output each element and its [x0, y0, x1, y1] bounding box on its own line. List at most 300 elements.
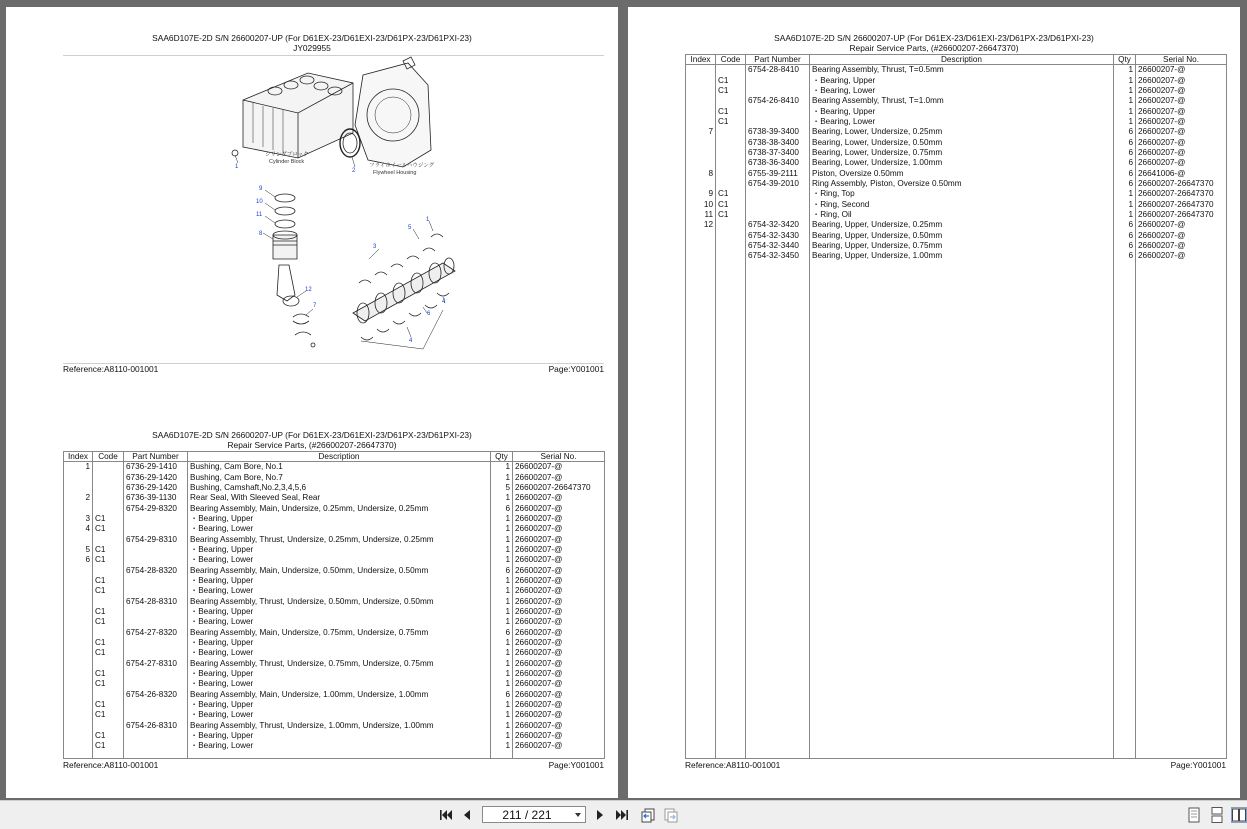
row-description: ・Ring, Top [810, 189, 1114, 199]
row-part-number [124, 679, 188, 689]
row-code [93, 597, 124, 607]
table-row [64, 669, 605, 679]
row-description: ・Bearing, Upper [188, 576, 491, 586]
row-part-number [746, 200, 810, 210]
row-code: C1 [716, 107, 746, 117]
row-description: Bearing, Lower, Undersize, 0.25mm [810, 127, 1114, 137]
page-label: Page:Y001001 [548, 364, 604, 374]
row-index: 4 [64, 524, 93, 534]
flywheel-housing-en-label: Flywheel Housing [373, 170, 417, 176]
col-serial: Serial No. [513, 452, 605, 462]
row-index [686, 117, 716, 127]
table-row [64, 617, 605, 627]
row-code [93, 566, 124, 576]
row-serial: 26600207-@ [1136, 107, 1227, 117]
row-description: Bearing, Upper, Undersize, 0.50mm [810, 231, 1114, 241]
table-row [64, 524, 605, 534]
table-row [64, 731, 605, 741]
col-part-number: Part Number [746, 55, 810, 65]
back-view-icon[interactable] [640, 807, 656, 823]
row-qty: 1 [491, 514, 513, 524]
col-index: Index [64, 452, 93, 462]
empty-cell [124, 752, 188, 759]
row-index: 1 [64, 462, 93, 473]
row-part-number: 6754-28-8310 [124, 597, 188, 607]
row-description: ・Bearing, Lower [810, 86, 1114, 96]
row-serial: 26600207-@ [513, 638, 605, 648]
row-index [64, 731, 93, 741]
row-part-number [124, 731, 188, 741]
row-serial: 26600207-@ [513, 493, 605, 503]
row-code [716, 138, 746, 148]
row-index [64, 566, 93, 576]
row-description: Bearing Assembly, Main, Undersize, 1.00mm, Undersize, 1.00mm [188, 690, 491, 700]
row-code: C1 [716, 117, 746, 127]
row-index [64, 473, 93, 483]
row-qty: 6 [491, 628, 513, 638]
row-index: 5 [64, 545, 93, 555]
table-row [64, 483, 605, 493]
row-serial: 26600207-@ [513, 555, 605, 565]
empty-cell [1114, 262, 1136, 759]
row-qty: 1 [1114, 200, 1136, 210]
facing-view-icon[interactable] [1231, 807, 1247, 823]
row-code [716, 96, 746, 106]
row-code: C1 [93, 617, 124, 627]
row-code [93, 690, 124, 700]
flywheel-housing-jp-label: フライホイールハウジング [369, 163, 435, 169]
empty-cell [1136, 262, 1227, 759]
table-row [686, 189, 1227, 199]
row-description: ・Bearing, Upper [810, 107, 1114, 117]
row-description: ・Bearing, Upper [188, 669, 491, 679]
row-part-number [124, 555, 188, 565]
row-qty: 1 [1114, 189, 1136, 199]
callout-1-crank: 1 [426, 217, 430, 223]
row-qty: 1 [491, 721, 513, 731]
left-document-page [6, 7, 618, 798]
row-qty: 1 [491, 669, 513, 679]
parts-table [63, 451, 605, 759]
col-index: Index [686, 55, 716, 65]
table-row [64, 493, 605, 503]
row-qty: 6 [1114, 148, 1136, 158]
row-code [93, 659, 124, 669]
row-code: C1 [93, 555, 124, 565]
table-row [686, 127, 1227, 137]
row-description: Bearing Assembly, Main, Undersize, 0.50mm, Undersize, 0.50mm [188, 566, 491, 576]
row-serial: 26600207-@ [513, 669, 605, 679]
row-code [716, 231, 746, 241]
callout-6: 6 [427, 311, 431, 317]
row-index: 6 [64, 555, 93, 565]
row-index [64, 483, 93, 493]
row-index [686, 76, 716, 86]
row-part-number [124, 586, 188, 596]
row-code [716, 148, 746, 158]
row-part-number: 6754-32-3430 [746, 231, 810, 241]
exploded-parts-illustration [63, 55, 603, 365]
reference-label: Reference:A8110-001001 [63, 760, 159, 770]
row-qty: 1 [491, 535, 513, 545]
row-part-number [124, 617, 188, 627]
row-serial: 26600207-26647370 [1136, 189, 1227, 199]
row-qty: 6 [1114, 179, 1136, 189]
callout-2: 2 [352, 168, 356, 174]
row-part-number [124, 576, 188, 586]
single-page-view-icon[interactable] [1186, 807, 1202, 823]
table-row [686, 148, 1227, 158]
table-row [64, 462, 605, 473]
row-serial: 26641006-@ [1136, 169, 1227, 179]
row-serial: 26600207-@ [1136, 220, 1227, 230]
row-index [686, 251, 716, 261]
row-serial: 26600207-@ [1136, 127, 1227, 137]
row-code: C1 [716, 76, 746, 86]
row-part-number: 6754-27-8320 [124, 628, 188, 638]
first-page-icon[interactable] [438, 807, 454, 823]
row-code [716, 179, 746, 189]
callout-4-lower: 4 [409, 338, 413, 344]
parts-sheet-title: SAA6D107E-2D S/N 26600207-UP (For D61EX-23/D61EXI-23/D61PX-23/D61PXI-23) [152, 430, 472, 440]
row-qty: 1 [491, 741, 513, 751]
row-qty: 1 [1114, 107, 1136, 117]
row-description: Bearing, Upper, Undersize, 0.75mm [810, 241, 1114, 251]
row-qty: 6 [1114, 220, 1136, 230]
row-part-number: 6738-37-3400 [746, 148, 810, 158]
row-serial: 26600207-@ [513, 700, 605, 710]
row-part-number [124, 700, 188, 710]
row-index [686, 107, 716, 117]
row-qty: 1 [491, 648, 513, 658]
row-index [64, 659, 93, 669]
col-description: Description [810, 55, 1114, 65]
row-part-number: 6754-26-8310 [124, 721, 188, 731]
page-label: Page:Y001001 [1170, 760, 1226, 770]
row-part-number: 6736-39-1130 [124, 493, 188, 503]
table-row [686, 210, 1227, 220]
table-header-row [686, 55, 1227, 65]
table-row [686, 65, 1227, 76]
row-qty: 1 [1114, 86, 1136, 96]
row-description: Bearing, Lower, Undersize, 0.75mm [810, 148, 1114, 158]
row-serial: 26600207-@ [513, 535, 605, 545]
row-description: Bearing Assembly, Main, Undersize, 0.25mm, Undersize, 0.25mm [188, 504, 491, 514]
row-index: 10 [686, 200, 716, 210]
table-row [64, 648, 605, 658]
reference-label: Reference:A8110-001001 [685, 760, 781, 770]
row-part-number: 6754-39-2010 [746, 179, 810, 189]
row-description: ・Bearing, Upper [188, 607, 491, 617]
row-serial: 26600207-@ [513, 514, 605, 524]
empty-cell [716, 262, 746, 759]
row-qty: 1 [491, 555, 513, 565]
row-description: ・Bearing, Upper [188, 638, 491, 648]
col-qty: Qty [1114, 55, 1136, 65]
row-code [93, 535, 124, 545]
row-part-number: 6754-29-8320 [124, 504, 188, 514]
row-description: Bearing, Lower, Undersize, 0.50mm [810, 138, 1114, 148]
row-code [716, 65, 746, 76]
row-code: C1 [716, 86, 746, 96]
row-qty: 1 [491, 679, 513, 689]
row-description: ・Bearing, Lower [188, 586, 491, 596]
row-description: ・Bearing, Upper [188, 731, 491, 741]
table-row [64, 555, 605, 565]
row-part-number [124, 710, 188, 720]
last-page-icon[interactable] [614, 807, 630, 823]
row-code: C1 [93, 586, 124, 596]
row-qty: 1 [1114, 76, 1136, 86]
row-description: Bearing, Upper, Undersize, 0.25mm [810, 220, 1114, 230]
row-code [93, 473, 124, 483]
row-qty: 1 [491, 607, 513, 617]
page-label: Page:Y001001 [548, 760, 604, 770]
row-code: C1 [93, 700, 124, 710]
row-serial: 26600207-@ [1136, 241, 1227, 251]
col-description: Description [188, 452, 491, 462]
row-description: Rear Seal, With Sleeved Seal, Rear [188, 493, 491, 503]
chevron-down-icon [575, 813, 581, 817]
row-index [64, 710, 93, 720]
table-row [686, 231, 1227, 241]
row-part-number: 6754-28-8410 [746, 65, 810, 76]
row-description: Bushing, Cam Bore, No.1 [188, 462, 491, 473]
cylinder-block-en-label: Cylinder Block [269, 159, 305, 165]
table-row [686, 179, 1227, 189]
empty-cell [686, 262, 716, 759]
row-qty: 6 [1114, 169, 1136, 179]
table-row [64, 628, 605, 638]
row-code: C1 [93, 669, 124, 679]
row-code: C1 [93, 638, 124, 648]
prev-page-icon[interactable] [459, 807, 475, 823]
illustration-sheet-subtitle: JY029955 [293, 43, 331, 53]
row-description: Ring Assembly, Piston, Oversize 0.50mm [810, 179, 1114, 189]
row-index [686, 231, 716, 241]
row-part-number [124, 638, 188, 648]
row-index [64, 638, 93, 648]
continuous-view-icon[interactable] [1209, 807, 1225, 823]
row-serial: 26600207-26647370 [513, 483, 605, 493]
page-indicator: 211 / 221 [502, 808, 552, 822]
row-index [686, 179, 716, 189]
row-part-number: 6754-29-8310 [124, 535, 188, 545]
row-part-number [746, 210, 810, 220]
row-serial: 26600207-@ [513, 721, 605, 731]
table-row [64, 710, 605, 720]
next-page-icon[interactable] [592, 807, 608, 823]
row-index [686, 158, 716, 168]
row-code [93, 504, 124, 514]
row-qty: 1 [491, 659, 513, 669]
row-part-number [124, 741, 188, 751]
table-row [64, 597, 605, 607]
row-index [64, 607, 93, 617]
row-index [64, 628, 93, 638]
row-serial: 26600207-@ [513, 462, 605, 473]
row-description: Bearing Assembly, Thrust, Undersize, 0.25mm, Undersize, 0.25mm [188, 535, 491, 545]
empty-cell [93, 752, 124, 759]
callout-4: 4 [442, 299, 446, 305]
row-serial: 26600207-@ [513, 576, 605, 586]
row-code [716, 241, 746, 251]
row-serial: 26600207-@ [1136, 138, 1227, 148]
row-serial: 26600207-@ [1136, 96, 1227, 106]
row-serial: 26600207-@ [513, 524, 605, 534]
table-row [64, 679, 605, 689]
row-qty: 1 [491, 493, 513, 503]
row-index: 3 [64, 514, 93, 524]
row-index [64, 576, 93, 586]
row-serial: 26600207-@ [1136, 158, 1227, 168]
row-description: ・Bearing, Lower [810, 117, 1114, 127]
forward-view-icon[interactable] [663, 807, 679, 823]
empty-cell [491, 752, 513, 759]
table-row [64, 566, 605, 576]
row-serial: 26600207-@ [1136, 117, 1227, 127]
row-part-number [124, 648, 188, 658]
row-serial: 26600207-@ [1136, 65, 1227, 76]
callout-7: 7 [313, 303, 317, 309]
table-row [64, 535, 605, 545]
table-row [686, 169, 1227, 179]
table-row [64, 741, 605, 751]
row-description: ・Bearing, Lower [188, 679, 491, 689]
row-index [64, 741, 93, 751]
table-row [686, 158, 1227, 168]
row-code: C1 [93, 524, 124, 534]
row-part-number: 6754-32-3420 [746, 220, 810, 230]
row-serial: 26600207-26647370 [1136, 210, 1227, 220]
row-description: ・Bearing, Upper [188, 545, 491, 555]
row-qty: 6 [1114, 251, 1136, 261]
reference-label: Reference:A8110-001001 [63, 364, 159, 374]
row-description: ・Bearing, Lower [188, 741, 491, 751]
parts-sheet-subtitle: Repair Service Parts, (#26600207-26647370) [849, 43, 1019, 53]
row-index [64, 700, 93, 710]
row-qty: 1 [1114, 210, 1136, 220]
row-serial: 26600207-@ [1136, 231, 1227, 241]
row-description: Bearing Assembly, Thrust, T=1.0mm [810, 96, 1114, 106]
row-qty: 6 [1114, 241, 1136, 251]
row-qty: 1 [491, 524, 513, 534]
col-qty: Qty [491, 452, 513, 462]
row-description: ・Bearing, Lower [188, 710, 491, 720]
row-code: C1 [716, 210, 746, 220]
illustration-sheet-title: SAA6D107E-2D S/N 26600207-UP (For D61EX-23/D61EXI-23/D61PX-23/D61PXI-23) [152, 33, 472, 43]
row-part-number: 6754-28-8320 [124, 566, 188, 576]
row-index [686, 65, 716, 76]
row-index [64, 679, 93, 689]
row-qty: 1 [1114, 65, 1136, 76]
col-code: Code [93, 452, 124, 462]
table-row [686, 107, 1227, 117]
row-qty: 1 [491, 731, 513, 741]
table-row [64, 473, 605, 483]
row-serial: 26600207-@ [513, 679, 605, 689]
row-index [686, 148, 716, 158]
row-index: 12 [686, 220, 716, 230]
row-index [686, 86, 716, 96]
table-row [686, 200, 1227, 210]
row-code [93, 483, 124, 493]
row-part-number [746, 86, 810, 96]
row-index: 2 [64, 493, 93, 503]
callout-9: 9 [259, 186, 263, 192]
row-code: C1 [716, 189, 746, 199]
row-description: ・Ring, Second [810, 200, 1114, 210]
row-code: C1 [93, 514, 124, 524]
empty-cell [188, 752, 491, 759]
row-index [64, 648, 93, 658]
page-number-select[interactable] [482, 806, 586, 823]
row-description: Bushing, Cam Bore, No.7 [188, 473, 491, 483]
row-serial: 26600207-@ [513, 473, 605, 483]
row-serial: 26600207-@ [513, 566, 605, 576]
row-serial: 26600207-@ [513, 741, 605, 751]
callout-8: 8 [259, 231, 263, 237]
row-qty: 1 [491, 710, 513, 720]
row-code: C1 [93, 741, 124, 751]
table-filler-row [64, 752, 605, 759]
empty-cell [513, 752, 605, 759]
table-row [686, 138, 1227, 148]
row-description: ・Bearing, Lower [188, 524, 491, 534]
table-row [686, 251, 1227, 261]
row-serial: 26600207-@ [513, 545, 605, 555]
empty-cell [810, 262, 1114, 759]
row-description: Piston, Oversize 0.50mm [810, 169, 1114, 179]
row-qty: 1 [491, 597, 513, 607]
row-description: Bearing Assembly, Thrust, Undersize, 1.00mm, Undersize, 1.00mm [188, 721, 491, 731]
row-serial: 26600207-@ [513, 597, 605, 607]
row-part-number [124, 669, 188, 679]
row-index [686, 96, 716, 106]
row-part-number: 6738-38-3400 [746, 138, 810, 148]
row-index: 9 [686, 189, 716, 199]
row-index [686, 241, 716, 251]
table-row [686, 220, 1227, 230]
table-row [686, 86, 1227, 96]
row-code: C1 [716, 200, 746, 210]
parts-sheet-subtitle: Repair Service Parts, (#26600207-26647370) [227, 440, 397, 450]
row-qty: 6 [1114, 138, 1136, 148]
row-description: Bearing Assembly, Thrust, Undersize, 0.50mm, Undersize, 0.50mm [188, 597, 491, 607]
row-description: Bushing, Camshaft,No.2,3,4,5,6 [188, 483, 491, 493]
row-index: 11 [686, 210, 716, 220]
row-code: C1 [93, 545, 124, 555]
row-index: 8 [686, 169, 716, 179]
row-serial: 26600207-@ [1136, 148, 1227, 158]
row-serial: 26600207-26647370 [1136, 200, 1227, 210]
callout-12: 12 [305, 287, 312, 293]
row-part-number: 6754-26-8320 [124, 690, 188, 700]
table-row [64, 659, 605, 669]
row-part-number: 6738-36-3400 [746, 158, 810, 168]
table-filler-row [686, 262, 1227, 759]
callout-5: 5 [408, 225, 412, 231]
row-index [64, 504, 93, 514]
row-index [64, 669, 93, 679]
row-part-number [746, 76, 810, 86]
callout-1: 1 [235, 164, 239, 170]
col-code: Code [716, 55, 746, 65]
row-serial: 26600207-@ [1136, 86, 1227, 96]
row-code: C1 [93, 679, 124, 689]
table-row [686, 76, 1227, 86]
row-qty: 6 [1114, 158, 1136, 168]
